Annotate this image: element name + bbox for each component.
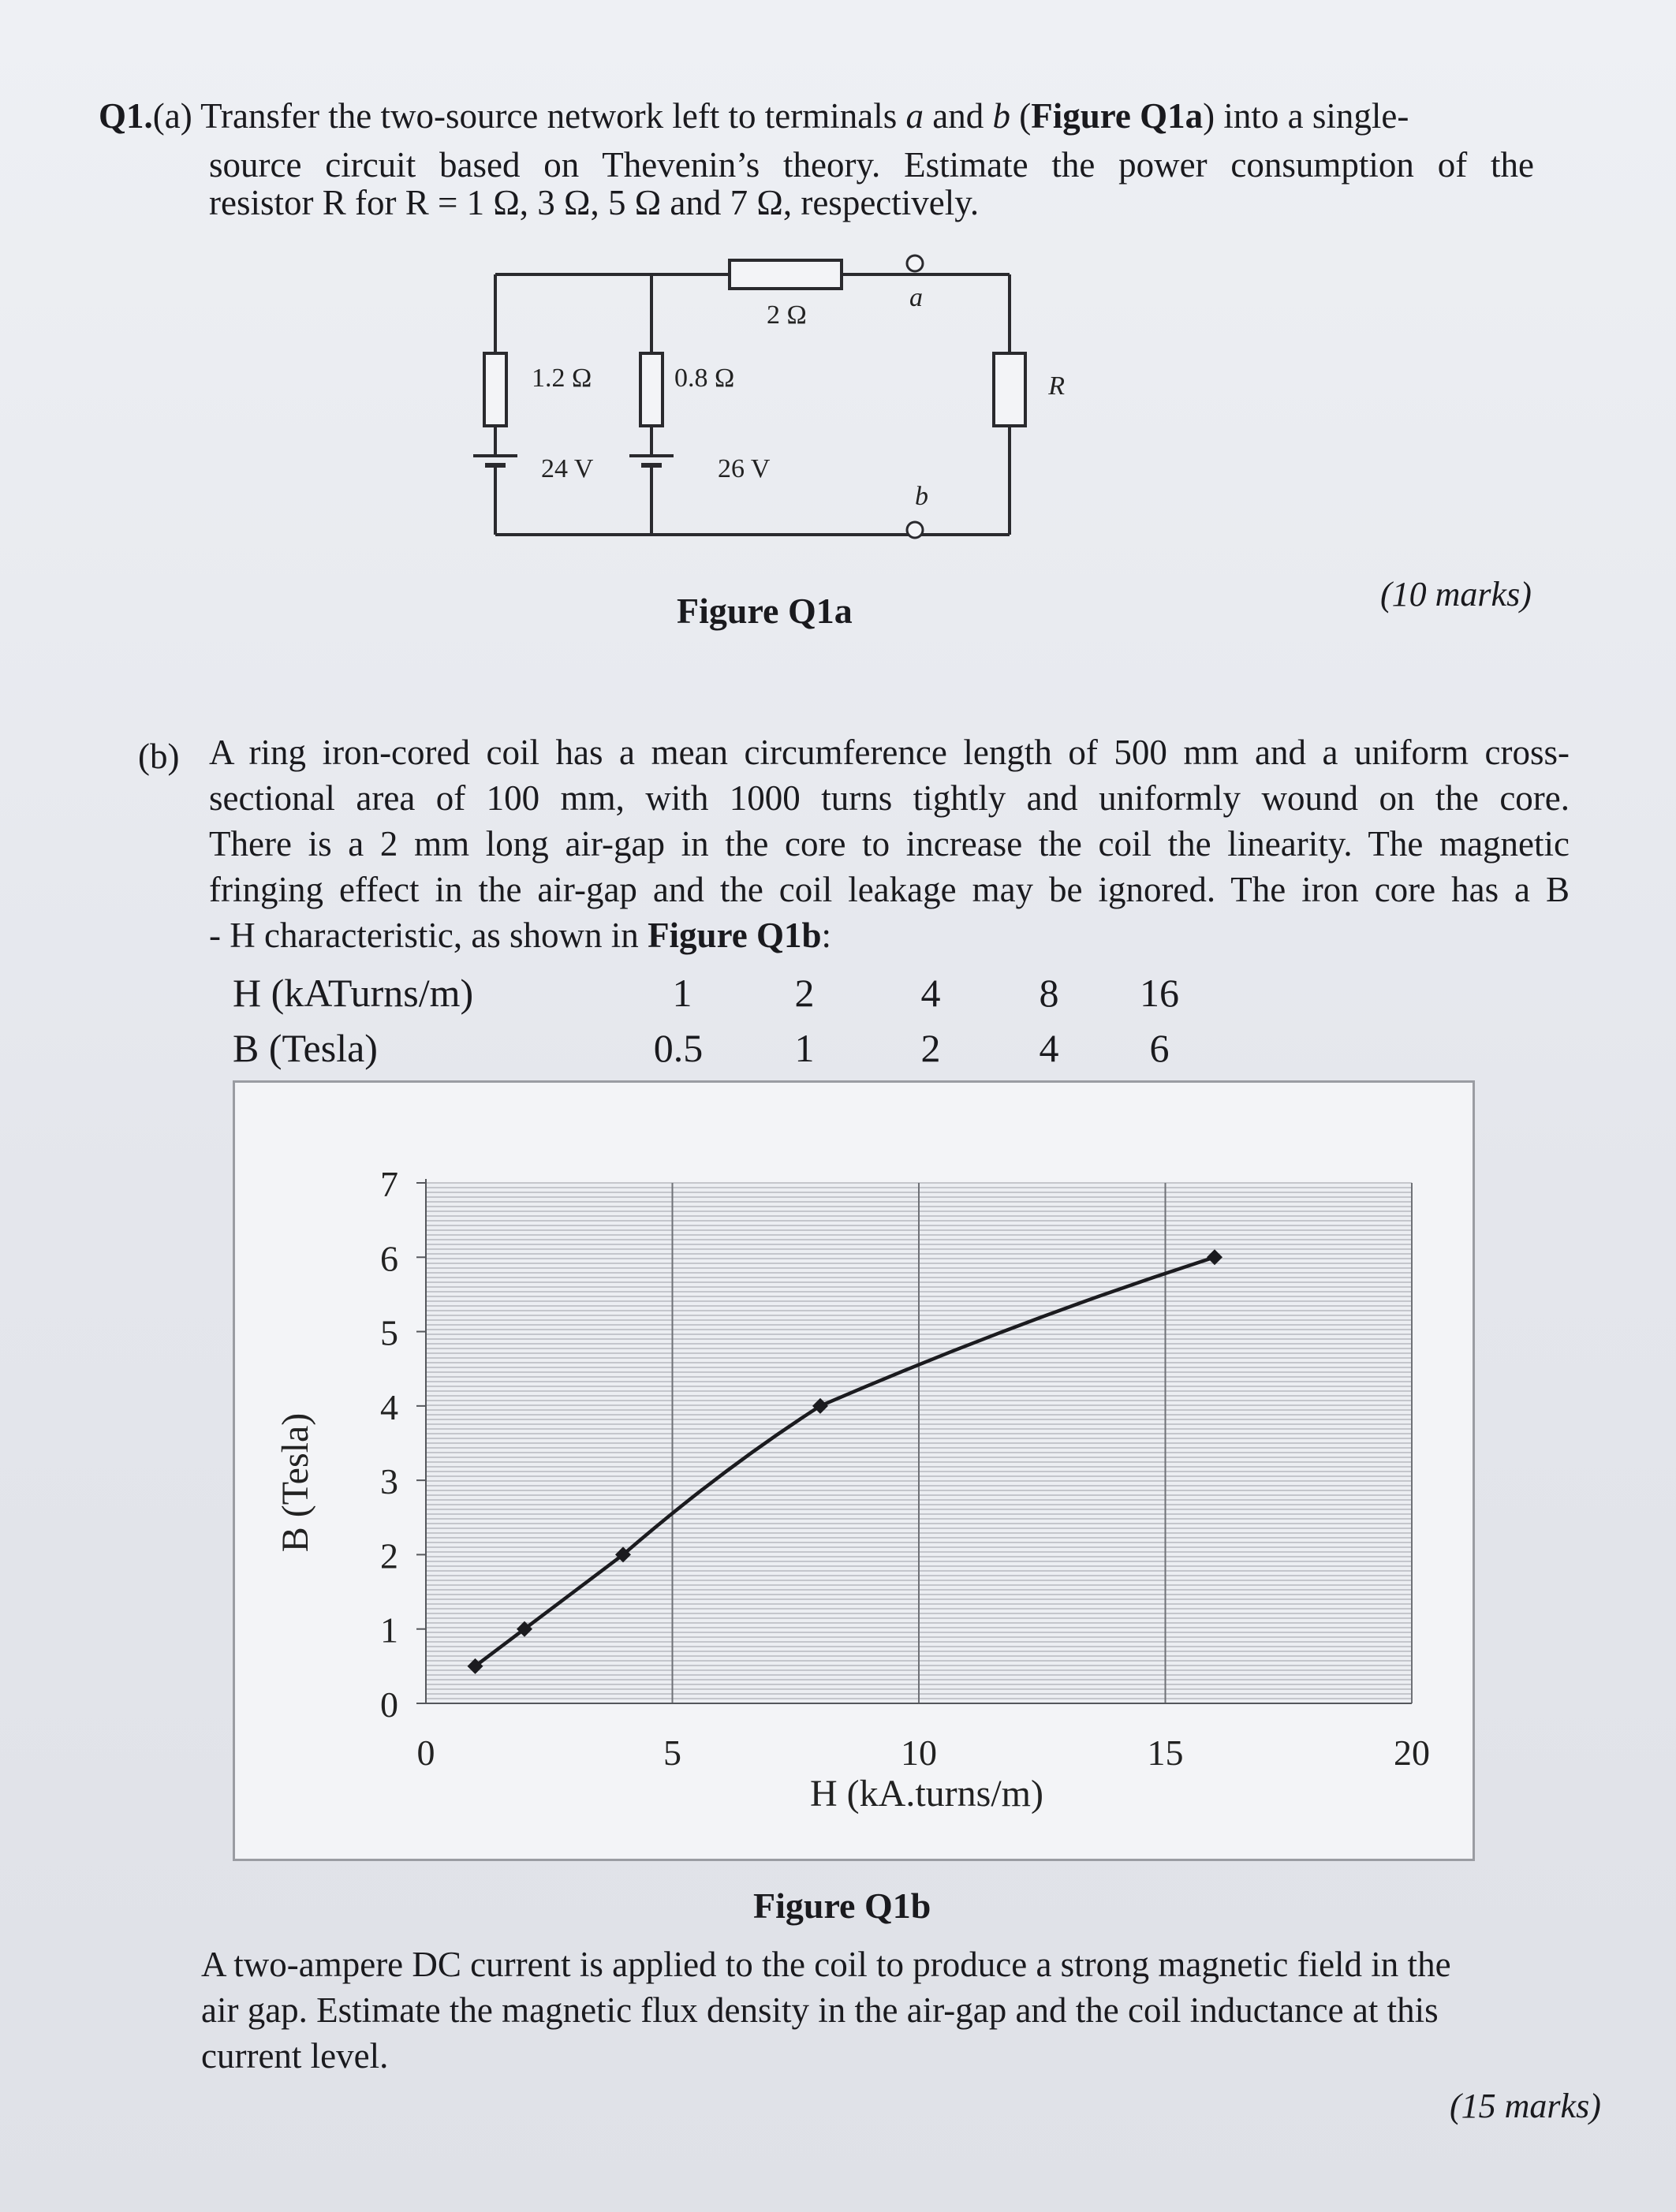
q1b-line-2: sectional area of 100 mm, with 1000 turns tightly and uniformly wound on the core. — [209, 778, 1570, 818]
y-tick-label: 1 — [380, 1610, 398, 1651]
h-value: 16 — [1140, 971, 1179, 1015]
y-axis-title: B (Tesla) — [274, 1412, 316, 1553]
b-value: 0.5 — [653, 1026, 704, 1070]
figure-ref: Figure Q1b — [648, 916, 822, 955]
q1a-line-2: source circuit based on Thevenin’s theory. Estimate the power consumption of the — [209, 145, 1534, 185]
h-value: 4 — [920, 971, 941, 1015]
figure-q1b-caption: Figure Q1b — [753, 1886, 931, 1926]
terminal-a — [907, 256, 923, 271]
q1b-after-line-2: air gap. Estimate the magnetic flux density in the air-gap and the coil inductance at this — [201, 1990, 1439, 2030]
q1a-line-3: resistor R for R = 1 Ω, 3 Ω, 5 Ω and 7 Ω, respectively. — [209, 183, 980, 222]
label-0.8-ohm: 0.8 Ω — [674, 364, 735, 393]
label-2-ohm: 2 Ω — [767, 300, 807, 330]
circuit-diagram — [442, 237, 1065, 552]
y-tick-label: 3 — [380, 1461, 398, 1502]
q1a-line-1: Q1.(a) Transfer the two-source network left to terminals a and b (Figure Q1a) into a single- — [99, 96, 1409, 136]
b-value: 6 — [1149, 1026, 1170, 1070]
q1b-line-1: A ring iron-cored coil has a mean circumference length of 500 mm and a uniform cross- — [209, 733, 1570, 772]
y-tick-label: 0 — [380, 1684, 398, 1725]
h-row-label: H (kATurns/m) — [233, 971, 474, 1015]
q1b-after-line-1: A two-ampere DC current is applied to the coil to produce a strong magnetic field in the — [201, 1945, 1451, 1984]
label-26v: 26 V — [718, 454, 771, 483]
b-value: 1 — [794, 1026, 815, 1070]
label-24v: 24 V — [541, 454, 594, 483]
q1b-line-4: fringing effect in the air-gap and the coil leakage may be ignored. The iron core has a B — [209, 870, 1570, 909]
y-tick-label: 4 — [380, 1386, 398, 1427]
h-value: 2 — [794, 971, 815, 1015]
q1b-marks: (15 marks) — [1450, 2087, 1601, 2125]
q1b-after — [201, 1942, 1637, 2079]
x-tick-label: 15 — [1147, 1733, 1184, 1773]
b-value: 2 — [920, 1026, 941, 1070]
question-number: Q1. — [99, 96, 153, 136]
q1b-after-line-3: current level. — [201, 2036, 389, 2076]
y-tick-label: 7 — [380, 1164, 398, 1204]
q1b-line-5: - H characteristic, as shown in Figure Q1b: — [209, 916, 832, 955]
x-tick-label: 20 — [1394, 1733, 1430, 1773]
q1a-body-end — [209, 180, 1534, 226]
x-tick-label: 0 — [416, 1733, 435, 1773]
h-value: 1 — [672, 971, 692, 1015]
q1a-marks: (10 marks) — [1380, 575, 1532, 614]
x-tick-label: 5 — [663, 1733, 681, 1773]
q1b-label: (b) — [138, 737, 180, 776]
x-tick-label: 10 — [901, 1733, 937, 1773]
bh-table — [233, 970, 1226, 1080]
y-tick-label: 6 — [380, 1238, 398, 1279]
label-load-r: R — [1048, 371, 1065, 401]
bh-curve-chart — [233, 1080, 1475, 1861]
h-value: 8 — [1039, 971, 1059, 1015]
q1a-text — [99, 93, 1534, 139]
figure-q1a-caption: Figure Q1a — [677, 591, 853, 631]
label-terminal-a: a — [909, 283, 923, 312]
q1b-line-3: There is a 2 mm long air-gap in the core to increase the coil the linearity. The magnetic — [209, 824, 1570, 864]
x-axis-title: H (kA.turns/m) — [810, 1773, 1043, 1815]
y-tick-label: 2 — [380, 1535, 398, 1576]
label-terminal-b: b — [915, 482, 928, 511]
b-value: 4 — [1039, 1026, 1059, 1070]
terminal-b — [907, 522, 923, 538]
y-tick-label: 5 — [380, 1312, 398, 1353]
label-1.2-ohm: 1.2 Ω — [532, 364, 592, 393]
figure-ref: Figure Q1a — [1031, 96, 1204, 136]
q1b-body — [209, 729, 1570, 912]
b-row-label: B (Tesla) — [233, 1026, 378, 1070]
